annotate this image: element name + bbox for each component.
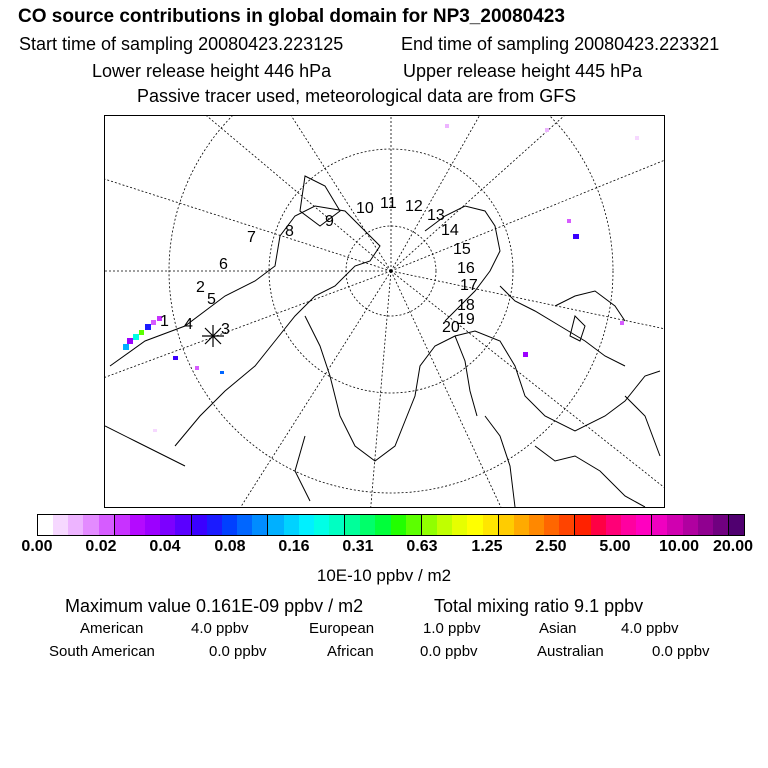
trajectory-label: 20 [442,319,460,336]
color-swatch [621,515,636,535]
colorbar-tick: 0.31 [342,538,374,555]
meridian [105,176,391,271]
meridian [391,271,505,507]
color-swatch [222,515,237,535]
color-swatch [175,515,190,535]
color-swatch [360,515,375,535]
color-swatch [53,515,68,535]
color-swatch [145,515,160,535]
trajectory-label: 5 [207,291,216,308]
trajectory-label: 16 [457,260,475,277]
color-swatch [483,515,498,535]
meridian [391,116,485,271]
region-value: 4.0 ppbv [191,620,249,637]
colorbar-tick: 5.00 [599,538,631,555]
coastline-arabia [535,446,645,507]
colorbar-tick: 0.00 [21,538,53,555]
color-swatch [284,515,299,535]
color-swatch [591,515,606,535]
island [570,316,585,341]
concentration-cell [567,219,571,223]
trajectory-label: 3 [221,321,230,338]
trajectory-label: 1 [160,313,169,330]
concentration-cell [127,338,133,344]
meridian [391,271,664,496]
color-swatch [544,515,559,535]
region-value: 4.0 ppbv [621,620,679,637]
trajectory-label: 15 [453,241,471,258]
region-name: American [80,620,144,637]
concentration-cell [153,429,157,432]
concentration-cell [145,324,151,330]
max-value-text: Maximum value 0.161E-09 ppbv / m2 [65,596,364,616]
region-name: South American [49,643,155,660]
map-title: CO source contributions in global domain for NP3_20080423 [18,6,565,27]
color-swatch [452,515,467,535]
colorbar-tick: 0.04 [149,538,181,555]
lat-circle-40 [169,116,613,493]
color-swatch [698,515,713,535]
trajectory-label: 17 [460,277,478,294]
color-swatch [207,515,222,535]
meridian [285,116,391,271]
color-swatch [728,515,744,535]
region-name: Australian [537,643,604,660]
color-swatch [574,515,590,535]
region-value: 1.0 ppbv [423,620,481,637]
color-swatch [529,515,544,535]
color-swatch [267,515,283,535]
color-swatch [299,515,314,535]
concentration-cell [133,334,139,340]
region-value: 0.0 ppbv [209,643,267,660]
color-swatch [514,515,529,535]
graticule [105,116,664,507]
color-swatch [421,515,437,535]
meridian [391,116,575,271]
concentration-cell [445,124,449,128]
trajectory-label: 13 [427,207,445,224]
end-time-label: End time of sampling 20080423.223321 [401,34,720,54]
region-value: 0.0 ppbv [420,643,478,660]
concentration-cell [173,356,178,360]
color-swatch [191,515,207,535]
color-swatch [437,515,452,535]
total-mixing-ratio: Total mixing ratio 9.1 ppbv [434,596,644,616]
color-swatch [252,515,267,535]
meridian [235,271,391,507]
trajectory-label: 7 [247,229,256,246]
upper-release-label: Upper release height 445 hPa [403,61,643,81]
concentration-cell [635,136,639,140]
coastline-asia [500,286,625,366]
color-swatch [713,515,728,535]
color-swatch [467,515,482,535]
colorbar-tick: 20.00 [712,538,754,555]
trajectory-label: 10 [356,200,374,217]
color-swatch [406,515,421,535]
polar-map [104,115,665,508]
start-time-label: Start time of sampling 20080423.223125 [19,34,344,54]
region-name: European [309,620,375,637]
concentration-cell [545,128,549,132]
lower-release-label: Lower release height 446 hPa [92,61,332,81]
color-swatch [683,515,698,535]
colorbar-unit: 10E-10 ppbv / m2 [316,566,452,585]
color-swatch [99,515,114,535]
colorbar-tick: 0.16 [278,538,310,555]
concentration-cell [220,371,224,374]
color-swatch [498,515,514,535]
color-swatch [636,515,651,535]
concentration-cell [123,344,129,350]
coastline-south [295,436,310,501]
color-swatch [83,515,98,535]
meridian [370,271,391,507]
region-name: African [327,643,374,660]
coastline-east-asia [555,291,625,321]
trajectory-label: 8 [285,223,294,240]
coastlines [105,176,660,507]
color-swatch [391,515,406,535]
region-value: 0.0 ppbv [652,643,710,660]
concentration-cell [573,234,579,239]
color-swatch [114,515,130,535]
color-swatch [375,515,390,535]
trajectory-label: 4 [184,316,193,333]
colorbar-tick: 0.63 [406,538,438,555]
colorbar-tick: 2.50 [535,538,567,555]
coastline-mediterranean [485,416,515,507]
color-swatch [667,515,682,535]
trajectory-label: 19 [457,311,475,328]
color-swatch [130,515,145,535]
trajectory-label: 18 [457,297,475,314]
color-swatch [160,515,175,535]
color-swatch [314,515,329,535]
color-swatch [606,515,621,535]
asterisk-marker [202,325,224,347]
colorbar-tick: 10.00 [658,538,700,555]
coastline-greenland-europe [305,316,477,461]
trajectory-label: 14 [441,222,459,239]
region-name: Asian [539,620,577,637]
map-canvas [105,116,664,507]
color-swatch [68,515,83,535]
concentration-cell [523,352,528,357]
concentration-cell [139,330,144,335]
trajectory-label-group [160,195,478,338]
color-swatch [559,515,574,535]
trajectory-label: 6 [219,256,228,273]
coastline-india [625,396,660,456]
concentration-cell [195,366,199,370]
color-swatch [38,515,53,535]
coastline-pacific [105,426,185,466]
concentration-cells [123,124,639,432]
color-scale-bar [37,514,745,536]
colorbar-tick: 0.02 [85,538,117,555]
tracer-note: Passive tracer used, meteorological data are from GFS [137,86,577,106]
color-swatch [651,515,667,535]
trajectory-label: 2 [196,279,205,296]
trajectory-label: 11 [380,195,397,212]
color-swatch [329,515,344,535]
meridian [195,116,391,271]
colorbar-tick: 1.25 [471,538,503,555]
colorbar-tick: 0.08 [214,538,246,555]
color-swatch [237,515,252,535]
trajectory-label: 12 [405,198,423,215]
concentration-cell [151,320,156,325]
color-swatch [344,515,360,535]
concentration-cell [620,321,624,325]
trajectory-label: 9 [325,213,334,230]
